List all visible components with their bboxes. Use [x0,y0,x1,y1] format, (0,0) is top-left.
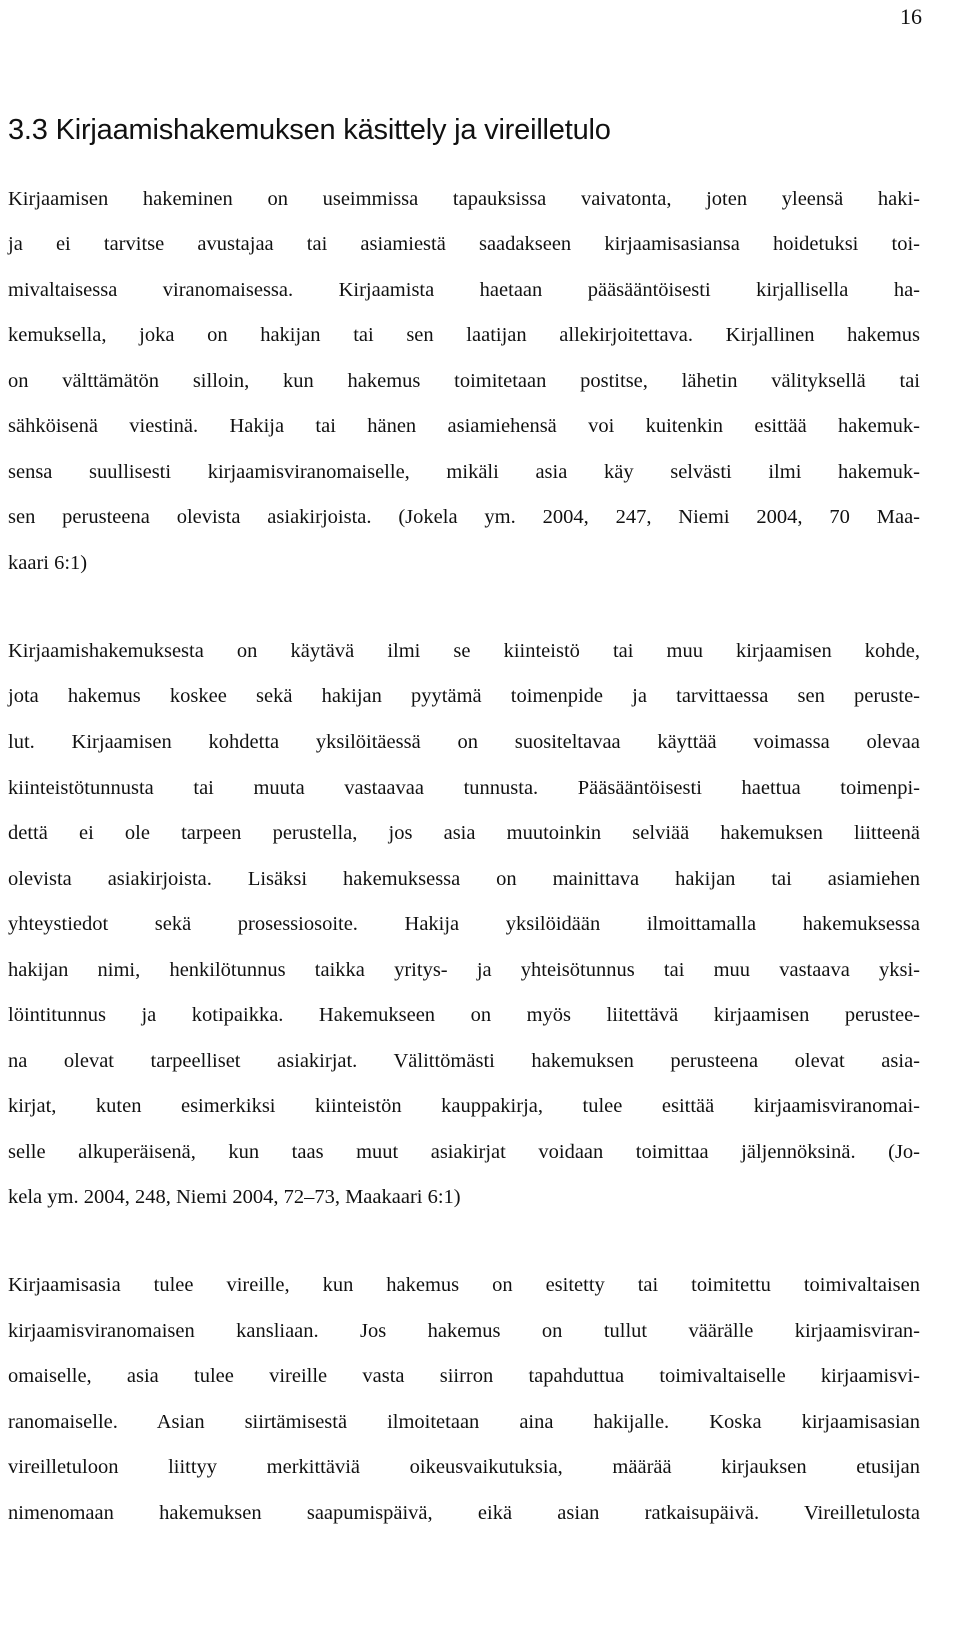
paragraph-line: dettä ei ole tarpeen perustella, jos asia muutoinkin selviää hakemuksen liitteenä [8,822,920,844]
paragraph-line: ja ei tarvitse avustajaa tai asiamiestä saadakseen kirjaamisasiansa hoidetuksi toi- [8,233,920,255]
section-heading: 3.3 Kirjaamishakemuksen käsittely ja vireilletulo [8,114,611,146]
paragraph-line: nimenomaan hakemuksen saapumispäivä, eikä asian ratkaisupäivä. Vireilletulosta [8,1502,920,1524]
paragraph-line: kaari 6:1) [8,552,88,574]
paragraph-line: olevista asiakirjoista. Lisäksi hakemuksessa on mainittava hakijan tai asiamiehen [8,868,920,890]
paragraph-line: sen perusteena olevista asiakirjoista. (Jokela ym. 2004, 247, Niemi 2004, 70 Maa- [8,506,920,528]
paragraph-line: kemuksella, joka on hakijan tai sen laatijan allekirjoitettava. Kirjallinen hakemus [8,324,920,346]
paragraph-line: sensa suullisesti kirjaamisviranomaiselle, mikäli asia käy selvästi ilmi hakemuk- [8,461,920,483]
page-number: 16 [900,4,922,29]
paragraph-line: Kirjaamisen hakeminen on useimmissa tapauksissa vaivatonta, joten yleensä haki- [8,188,920,210]
paragraph-line: kirjat, kuten esimerkiksi kiinteistön kauppakirja, tulee esittää kirjaamisviranomai- [8,1095,920,1117]
paragraph-line: yhteystiedot sekä prosessiosoite. Hakija yksilöidään ilmoittamalla hakemuksessa [8,913,920,935]
paragraph-line: na olevat tarpeelliset asiakirjat. Välittömästi hakemuksen perusteena olevat asia- [8,1050,920,1072]
paragraph-line: omaiselle, asia tulee vireille vasta siirron tapahduttua toimivaltaiselle kirjaamisvi- [8,1365,920,1387]
paragraph-line: ranomaiselle. Asian siirtämisestä ilmoitetaan aina hakijalle. Koska kirjaamisasian [8,1411,920,1433]
paragraph-line: lut. Kirjaamisen kohdetta yksilöitäessä on suositeltavaa käyttää voimassa olevaa [8,731,920,753]
paragraph-line: on välttämätön silloin, kun hakemus toimitetaan postitse, lähetin välityksellä tai [8,370,920,392]
paragraph-line: kirjaamisviranomaisen kansliaan. Jos hakemus on tullut väärälle kirjaamisviran- [8,1320,920,1342]
paragraph-line: vireilletuloon liittyy merkittäviä oikeusvaikutuksia, määrää kirjauksen etusijan [8,1456,920,1478]
paragraph-line: hakijan nimi, henkilötunnus taikka yritys- ja yhteisötunnus tai muu vastaava yksi- [8,959,920,981]
paragraph-line: Kirjaamisasia tulee vireille, kun hakemus on esitetty tai toimitettu toimivaltaisen [8,1274,920,1296]
paragraph-line: kela ym. 2004, 248, Niemi 2004, 72–73, Maakaari 6:1) [8,1186,461,1208]
paragraph-line: selle alkuperäisenä, kun taas muut asiakirjat voidaan toimittaa jäljennöksinä. (Jo- [8,1141,920,1163]
paragraph-line: sähköisenä viestinä. Hakija tai hänen asiamiehensä voi kuitenkin esittää hakemuk- [8,415,920,437]
paragraph-line: mivaltaisessa viranomaisessa. Kirjaamista haetaan pääsääntöisesti kirjallisella ha- [8,279,920,301]
paragraph-line: löintitunnus ja kotipaikka. Hakemukseen on myös liitettävä kirjaamisen perustee- [8,1004,920,1026]
paragraph-line: kiinteistötunnusta tai muuta vastaavaa tunnusta. Pääsääntöisesti haettua toimenpi- [8,777,920,799]
paragraph-line: Kirjaamishakemuksesta on käytävä ilmi se kiinteistö tai muu kirjaamisen kohde, [8,640,920,662]
paragraph-line: jota hakemus koskee sekä hakijan pyytämä toimenpide ja tarvittaessa sen peruste- [8,685,920,707]
